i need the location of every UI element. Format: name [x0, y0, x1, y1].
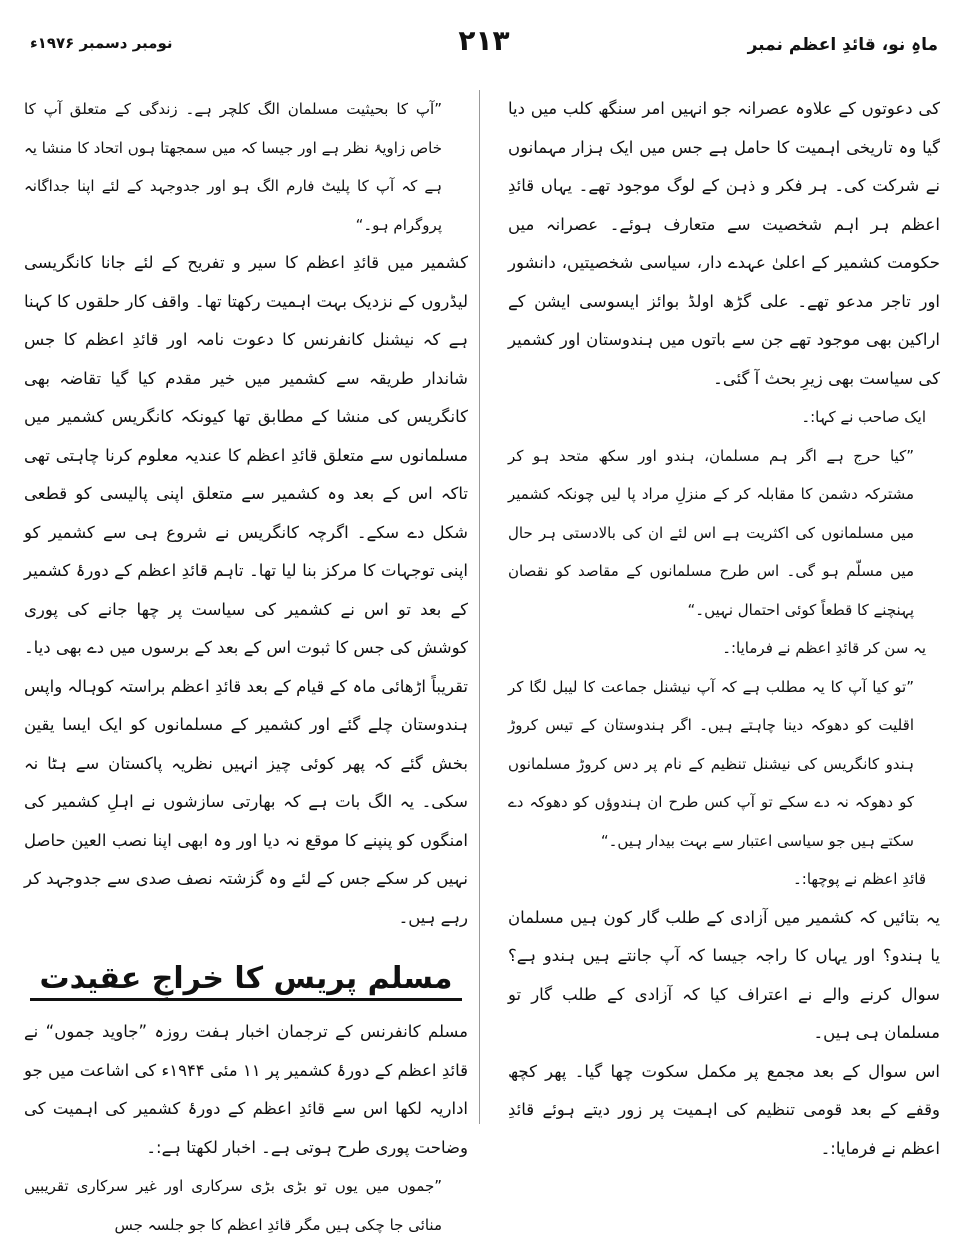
paragraph: کی دعوتوں کے علاوہ عصرانہ جو انہیں امر سنگھ کلب میں دیا گیا وہ تاریخی اہمیت کا حامل ہے جس میں ایک ہزار مہمانوں نے شرکت کی۔ ہر فکر و ذہن کے لوگ موجود تھے۔ یہاں قائدِ اعظم ہر اہم شخصیت سے متعارف ہوئے۔ عصرانہ میں حکومت کشمیر کے اعلیٰ عہدے دار، سیاسی شخصیتیں، دانشور اور تاجر مدعو تھے۔ علی گڑھ اولڈ بوائز ایسوسی ایشن کے اراکین بھی موجود تھے جن سے باتوں میں ہندوستان اور کشمیر کی سیاست بھی زیرِ بحث آ گئی۔ — [508, 99, 940, 388]
page-number: ۲۱۳ — [458, 24, 510, 57]
block-quote: ”کیا حرج ہے اگر ہم مسلمان، ہندو اور سکھ متحد ہو کر مشترکہ دشمن کا مقابلہ کر کے منزلِ مراد پا لیں چونکہ کشمیر میں مسلمانوں کی اکثریت ہے اس لئے ان کی بالادستی ہر حال میں مسلّم ہو گی۔ اس طرح مسلمانوں کے مقاصد کو نقصان پہنچنے کا قطعاً کوئی احتمال نہیں۔“ — [508, 446, 914, 619]
magazine-title: ماہِ نو، قائدِ اعظم نمبر — [747, 35, 938, 55]
issue-date: نومبر دسمبر ۱۹۷۶ء — [30, 34, 173, 52]
page-header — [20, 20, 948, 70]
paragraph: اس سوال کے بعد مجمع پر مکمل سکوت چھا گیا۔ پھر کچھ وقفے کے بعد قومی تنظیم کی اہمیت پر زور دیتے ہوئے قائدِ اعظم نے فرمایا:۔ — [508, 1061, 940, 1158]
paragraph: یہ بتائیں کہ کشمیر میں آزادی کے طلب گار کون ہیں مسلمان یا ہندو؟ اور یہاں کا راجہ جیسا کہ آپ جانتے ہیں ہندو ہے؟ سوال کرنے والے نے اعتراف کیا کہ آزادی کے طلب گار تو مسلمان ہی ہیں۔ — [508, 907, 940, 1042]
paragraph: مسلم کانفرنس کے ترجمان اخبار ہفت روزہ ”جاوید جموں“ نے قائدِ اعظم کے دورۂ کشمیر پر ۱۱ مئی ۱۹۴۴ء کی اشاعت میں جو اداریہ لکھا اس سے قائدِ اعظم کے دورۂ کشمیر کی اہمیت کی وضاحت پوری طرح ہوتی ہے۔ اخبار لکھتا ہے:۔ — [24, 1022, 468, 1157]
paragraph: کشمیر میں قائدِ اعظم کا سیر و تفریح کے لئے جانا کانگریسی لیڈروں کے نزدیک بہت اہمیت رکھتا تھا۔ واقف کار حلقوں کا کہنا ہے کہ نیشنل کانفرنس کا دعوت نامہ اور قائدِ اعظم کا جس شاندار طریقہ سے کشمیر میں خیر مقدم کیا گیا تقاضہ بھی کانگریس کی منشا کے مطابق تھا کیونکہ کانگریس کشمیر میں مسلمانوں سے متعلق قائدِ اعظم کا عندیہ معلوم کرنا چاہتی تھی تاکہ اس کے بعد وہ کشمیر سے متعلق اپنی پالیسی کو قطعی شکل دے سکے۔ اگرچہ کانگریس نے شروع ہی سے کشمیر کو اپنی توجہات کا مرکز بنا لیا تھا۔ تاہم قائدِ اعظم کے دورۂ کشمیر کے بعد تو اس نے کشمیر کی سیاست پر چھا جانے کی پوری کوشش کی جس کا ثبوت اس کے بعد کے برسوں میں دے بھی دیا۔ تقریباً اڑھائی ماہ کے قیام کے بعد قائدِ اعظم براستہ کوہالہ واپس ہندوستان چلے گئے اور کشمیر کے مسلمانوں کو ایک ایسا یقین بخش گئے کہ پھر کوئی چیز انہیں نظریہ پاکستان سے ہٹا نہ سکی۔ یہ الگ بات ہے کہ بھارتی سازشوں نے اہلِ کشمیر کی امنگوں کو پنپنے کا موقع نہ دیا اور وہ ابھی اپنا نصب العین حاصل نہیں کر سکے جس کے لئے وہ گزشتہ نصف صدی سے جدوجہد کر رہے ہیں۔ — [24, 253, 468, 927]
section-headline-text: مسلم پریس کا خراجِ عقیدت — [30, 961, 463, 1001]
block-quote: ”آپ کا بحیثیت مسلمان الگ کلچر ہے۔ زندگی کے متعلق آپ کا خاص زاویۂ نظر ہے اور جیسا کہ میں سمجھتا ہوں اتحاد کا منشا یہ ہے کہ آپ کا پلیٹ فارم الگ ہو اور جدوجہد کے لئے اپنا جداگانہ پروگرام ہو۔“ — [24, 100, 442, 234]
speaker-intro: یہ سن کر قائدِ اعظم نے فرمایا:۔ — [722, 639, 926, 657]
speaker-intro: ایک صاحب نے کہا:۔ — [801, 408, 926, 426]
column-divider — [479, 90, 480, 1124]
speaker-intro: قائدِ اعظم نے پوچھا:۔ — [793, 870, 926, 888]
block-quote: ”جموں میں یوں تو بڑی بڑی سرکاری اور غیر سرکاری تقریبیں منائی جا چکی ہیں مگر قائدِ اعظم کا جو جلسہ جس — [24, 1177, 442, 1234]
right-column — [508, 90, 940, 1164]
block-quote: ”تو کیا آپ کا یہ مطلب ہے کہ آپ نیشنل جماعت کا لیبل لگا کر اقلیت کو دھوکہ دینا چاہتے ہیں۔ اگر ہندوستان کے تیس کروڑ ہندو کانگریس کی نیشنل تنظیم کے نام پر دس کروڑ مسلمانوں کو دھوکہ نہ دے سکے تو آپ کس طرح ان ہندوؤں کو دھوکہ دے سکتے ہیں جو سیاسی اعتبار سے بہت بیدار ہیں۔“ — [508, 677, 914, 850]
left-column — [24, 90, 468, 1234]
section-headline — [24, 957, 468, 1001]
